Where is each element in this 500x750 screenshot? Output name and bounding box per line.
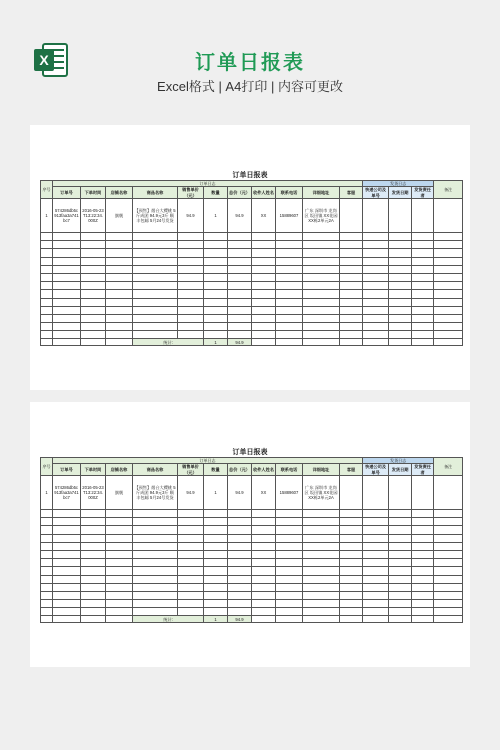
table-row (41, 331, 463, 339)
col-header: 备注 (434, 181, 463, 199)
sheet-preview-2 (30, 402, 470, 667)
table-row (41, 323, 463, 331)
document-title: 订单日报表 (195, 52, 305, 74)
col-header: 客服 (340, 187, 363, 199)
col-header: 详细地址 (303, 187, 340, 199)
table-row (41, 199, 463, 233)
col-header: 店铺名称 (106, 464, 133, 476)
cell-empty (434, 199, 463, 233)
col-header: 发货日期 (389, 187, 412, 199)
col-header: 客服 (340, 464, 363, 476)
cell-product: 【预售】烟台大樱桃 5斤成团 94.9元3斤 顺丰包邮 5月24号发货 (133, 476, 178, 510)
col-header: 联系电话 (276, 464, 303, 476)
cell-qty: 1 (204, 476, 228, 510)
cell-empty (389, 199, 412, 233)
group-header-shipping-log: 发货日志 (363, 181, 434, 187)
cell-total: 94.9 (228, 199, 252, 233)
table-row (41, 526, 463, 534)
cell-address: 广东 深圳市 龙岗区 坂田镇 XX花园XX栋2单元2A (303, 476, 340, 510)
sheet-title: 订单日报表 (232, 449, 268, 456)
table-row (41, 542, 463, 550)
document-subtitle: Excel格式 | A4打印 | 内容可更改 (157, 79, 343, 94)
col-header: 发货责任者 (412, 187, 434, 199)
col-header: 收件人姓名 (252, 464, 276, 476)
table-row (41, 550, 463, 558)
col-header: 总价（元） (228, 464, 252, 476)
col-header: 发货日期 (389, 464, 412, 476)
totals-amount: 94.9 (228, 616, 252, 623)
cell-empty (412, 199, 434, 233)
cell-shop: 旗舰 (106, 199, 133, 233)
table-row (41, 583, 463, 591)
col-header: 详细地址 (303, 464, 340, 476)
cell-empty (363, 476, 389, 510)
table-row (41, 290, 463, 298)
col-header: 订单号 (53, 464, 81, 476)
table-row (41, 476, 463, 510)
cell-index: 1 (41, 476, 53, 510)
table-row (41, 233, 463, 241)
totals-label: 统计: (133, 616, 204, 623)
cell-empty (389, 476, 412, 510)
cell-empty (412, 476, 434, 510)
table-row (41, 591, 463, 599)
table-row (41, 608, 463, 616)
cell-empty (363, 199, 389, 233)
table-row (41, 567, 463, 575)
col-header: 数量 (204, 187, 228, 199)
cell-empty (434, 476, 463, 510)
col-header: 下单时间 (81, 187, 106, 199)
cell-empty (340, 476, 363, 510)
col-header: 订单号 (53, 187, 81, 199)
col-header: 数量 (204, 464, 228, 476)
cell-order-time: 2016-05-23T13:22:34.000Z (81, 199, 106, 233)
cell-phone: 15889607 (276, 476, 303, 510)
table-row (41, 249, 463, 257)
cell-index: 1 (41, 199, 53, 233)
col-header: 快递公司及单号 (363, 187, 389, 199)
table-row (41, 298, 463, 306)
col-header: 序号 (41, 181, 53, 199)
cell-qty: 1 (204, 199, 228, 233)
cell-recipient: XX (252, 199, 276, 233)
table-row (41, 518, 463, 526)
cell-recipient: XX (252, 476, 276, 510)
table-row (41, 282, 463, 290)
totals-amount: 94.9 (228, 339, 252, 346)
cell-unit-price: 94.9 (178, 199, 204, 233)
col-header: 快递公司及单号 (363, 464, 389, 476)
table-row (41, 265, 463, 273)
col-header: 商品名称 (133, 464, 178, 476)
col-header: 销售单价（元） (178, 464, 204, 476)
table-row (41, 241, 463, 249)
col-header: 下单时间 (81, 464, 106, 476)
col-header: 总价（元） (228, 187, 252, 199)
totals-qty: 1 (204, 339, 228, 346)
col-header: 商品名称 (133, 187, 178, 199)
totals-qty: 1 (204, 616, 228, 623)
table-row (41, 600, 463, 608)
svg-text:X: X (39, 52, 49, 68)
table-row (41, 273, 463, 281)
table-row (41, 559, 463, 567)
totals-row (41, 616, 463, 623)
col-header: 收件人姓名 (252, 187, 276, 199)
cell-phone: 15889607 (276, 199, 303, 233)
order-table (40, 180, 463, 346)
sheet-preview-1 (30, 125, 470, 390)
cell-address: 广东 深圳市 龙岗区 坂田镇 XX花园XX栋2单元2A (303, 199, 340, 233)
col-header: 联系电话 (276, 187, 303, 199)
cell-order-no: 574286db5c913faa3a741bc7 (53, 476, 81, 510)
col-header: 备注 (434, 458, 463, 476)
sheet-title: 订单日报表 (232, 172, 268, 179)
table-row (41, 510, 463, 518)
totals-row (41, 339, 463, 346)
cell-unit-price: 94.9 (178, 476, 204, 510)
table-row (41, 306, 463, 314)
totals-label: 统计: (133, 339, 204, 346)
table-row (41, 314, 463, 322)
group-header-order-log: 订单日志 (53, 181, 363, 187)
cell-shop: 旗舰 (106, 476, 133, 510)
col-header: 销售单价（元） (178, 187, 204, 199)
table-row (41, 257, 463, 265)
table-row (41, 534, 463, 542)
group-header-shipping-log: 发货日志 (363, 458, 434, 464)
cell-order-time: 2016-05-23T13:22:34.000Z (81, 476, 106, 510)
col-header: 序号 (41, 458, 53, 476)
order-table (40, 457, 463, 623)
group-header-order-log: 订单日志 (53, 458, 363, 464)
cell-product: 【预售】烟台大樱桃 5斤成团 94.9元3斤 顺丰包邮 5月24号发货 (133, 199, 178, 233)
cell-order-no: 574286db5c913faa3a741bc7 (53, 199, 81, 233)
table-row (41, 575, 463, 583)
page-header (0, 0, 500, 110)
cell-empty (340, 199, 363, 233)
col-header: 店铺名称 (106, 187, 133, 199)
col-header: 发货责任者 (412, 464, 434, 476)
cell-total: 94.9 (228, 476, 252, 510)
